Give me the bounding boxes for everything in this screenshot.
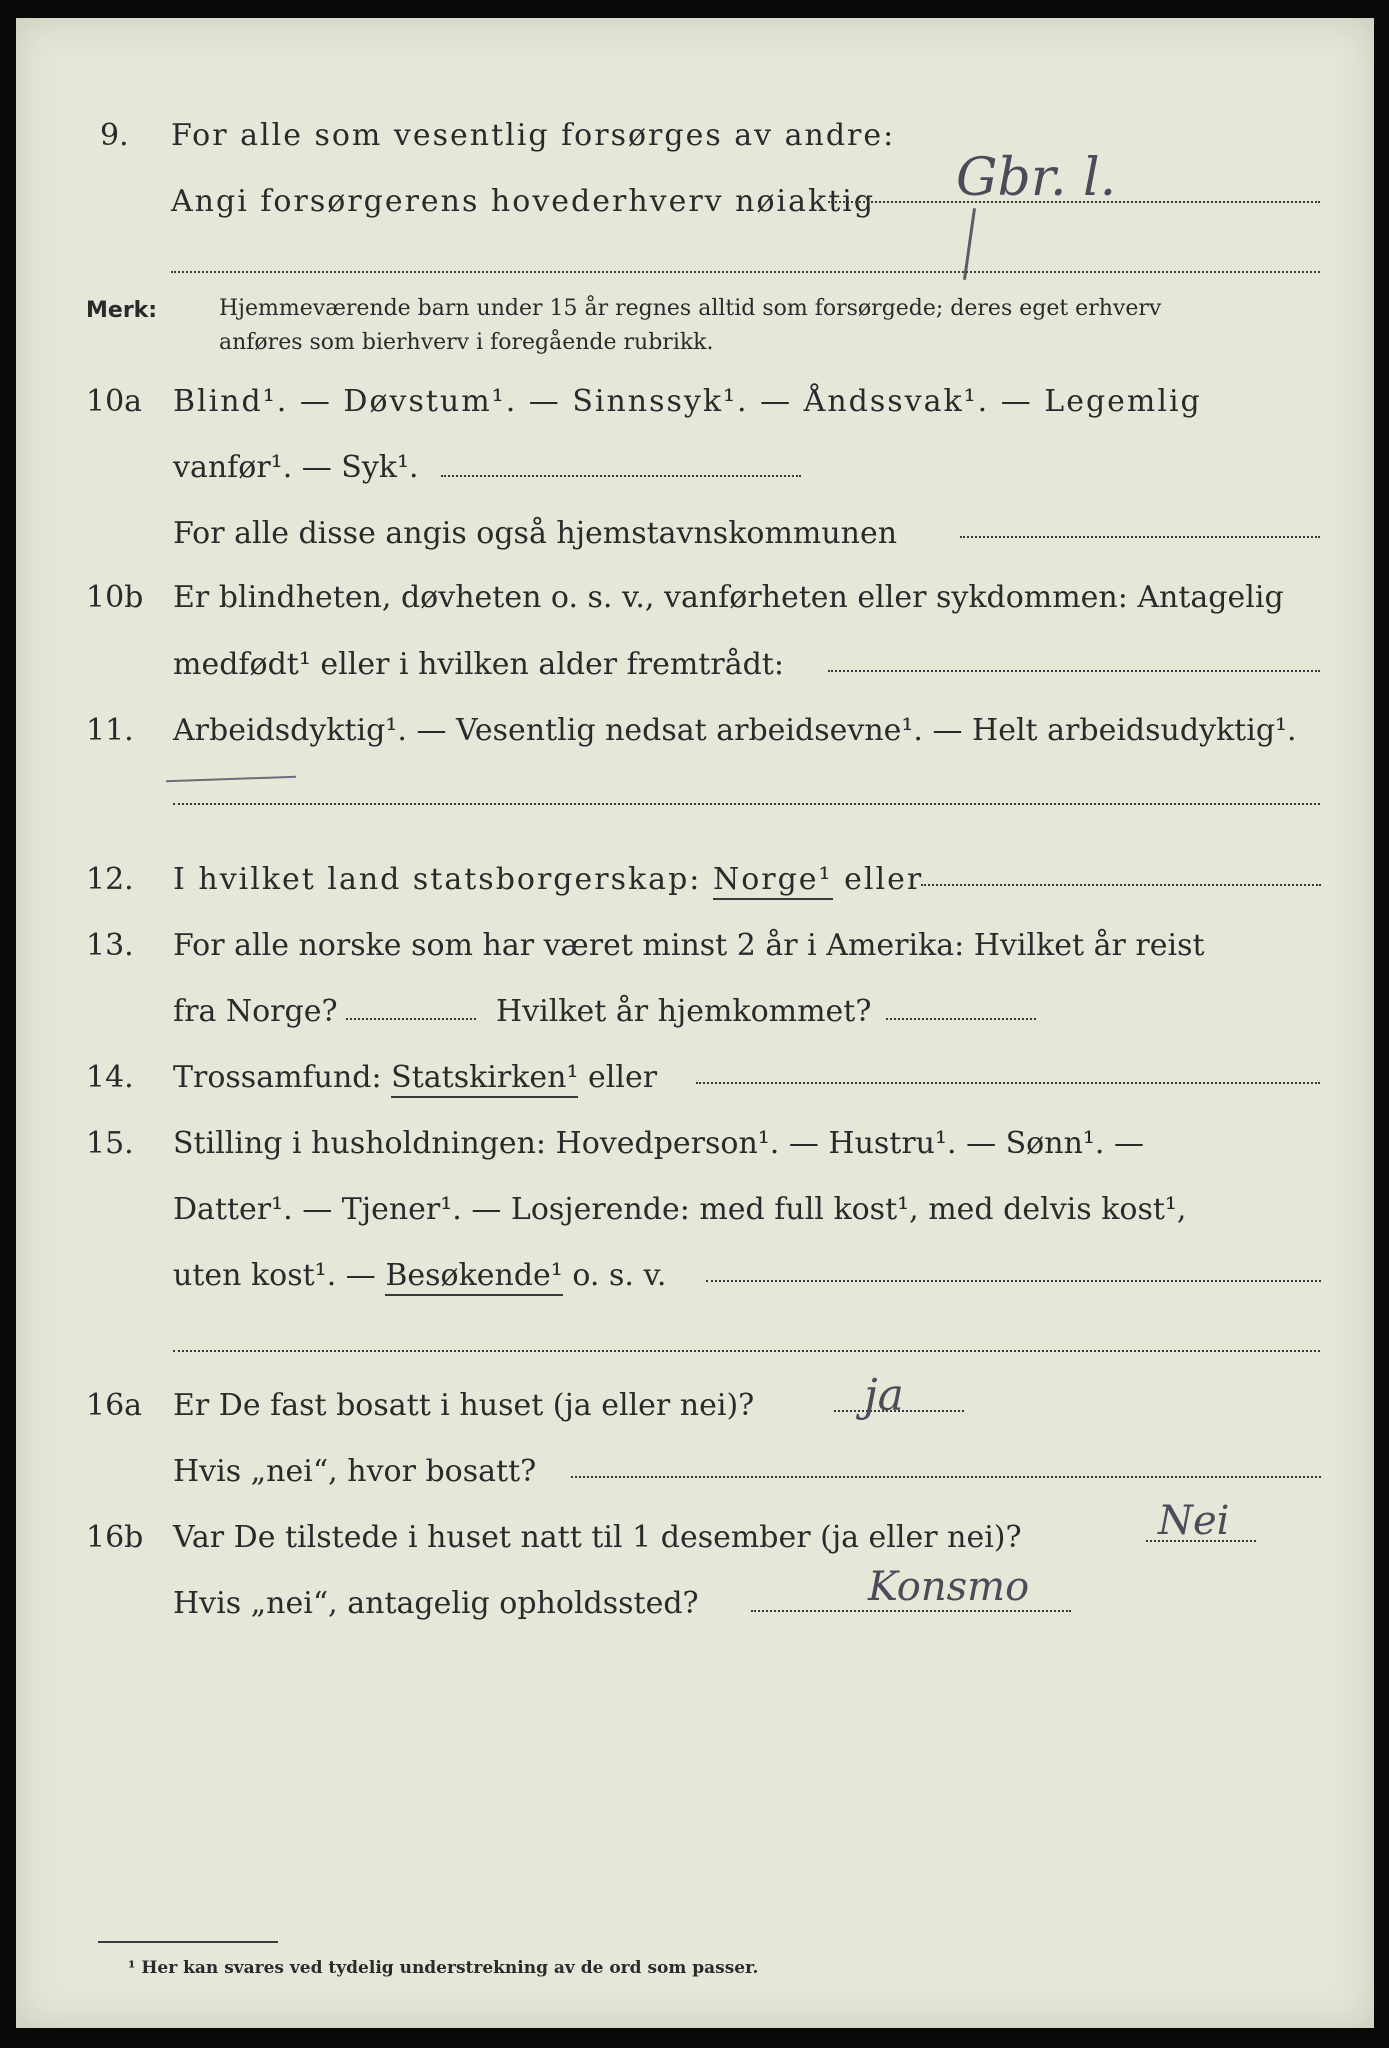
q11-underline-mark bbox=[166, 776, 296, 783]
q12-text: I hvilket land statsborgerskap: bbox=[173, 862, 702, 897]
q15-line1: Stilling i husholdningen: Hovedperson¹. — Hustru¹. — Sønn¹. — bbox=[173, 1126, 1144, 1161]
q12-line bbox=[173, 860, 923, 900]
q13-year-left-line bbox=[346, 1018, 476, 1020]
q16b-line1: Var De tilstede i huset natt til 1 desember (ja eller nei)? bbox=[173, 1520, 1022, 1555]
q13-line2a: fra Norge? bbox=[173, 994, 338, 1029]
q10b-line2: medfødt¹ eller i hvilken alder fremtrådt: bbox=[173, 647, 784, 682]
q16b-number: 16b bbox=[86, 1520, 144, 1555]
q12-after: eller bbox=[844, 862, 924, 897]
q14-choice-statskirken: Statskirken¹ bbox=[391, 1060, 578, 1098]
q15-line3 bbox=[173, 1256, 666, 1296]
merk-label: Merk: bbox=[86, 298, 158, 323]
q16a-answer-line-2 bbox=[571, 1476, 1321, 1478]
q10a-answer-line-2 bbox=[960, 536, 1320, 538]
q10a-line3: For alle disse angis også hjemstavnskommunen bbox=[173, 516, 898, 551]
q16a-line2: Hvis „nei“, hvor bosatt? bbox=[173, 1454, 537, 1489]
q15-choice-besokende: Besøkende¹ bbox=[385, 1258, 563, 1296]
merk-line2: anføres som bierhverv i foregående rubrikk. bbox=[219, 330, 714, 355]
q9-answer-line-2 bbox=[171, 271, 1320, 273]
q15-answer-line-2 bbox=[173, 1350, 1320, 1352]
q12-number: 12. bbox=[86, 862, 134, 897]
q9-line2: Angi forsørgerens hovederhverv nøiaktig bbox=[171, 184, 876, 219]
q11-number: 11. bbox=[86, 713, 134, 748]
q9-number: 9. bbox=[100, 118, 129, 153]
q14-after: eller bbox=[588, 1060, 658, 1095]
q12-answer-line bbox=[921, 884, 1321, 886]
q15-number: 15. bbox=[86, 1126, 134, 1161]
q10b-answer-line bbox=[828, 670, 1320, 672]
q16b-answer-line-2 bbox=[751, 1610, 1071, 1612]
q11-answer-line bbox=[173, 803, 1320, 805]
q15-line2: Datter¹. — Tjener¹. — Losjerende: med full kost¹, med delvis kost¹, bbox=[173, 1192, 1187, 1227]
q10a-line2: vanfør¹. — Syk¹. bbox=[173, 450, 419, 485]
q11-line1: Arbeidsdyktig¹. — Vesentlig nedsat arbeidsevne¹. — Helt arbeidsudyktig¹. bbox=[173, 713, 1297, 748]
q16a-line1: Er De fast bosatt i huset (ja eller nei)? bbox=[173, 1388, 755, 1423]
q14-number: 14. bbox=[86, 1060, 134, 1095]
q16b-handwritten-answer-2: Konsmo bbox=[868, 1564, 1030, 1610]
q13-year-returned-line bbox=[886, 1018, 1036, 1020]
q15-line3b: o. s. v. bbox=[572, 1258, 667, 1293]
q13-number: 13. bbox=[86, 928, 134, 963]
q16a-number: 16a bbox=[86, 1388, 143, 1423]
q9-handwritten-answer: Gbr. l. bbox=[956, 148, 1117, 208]
q12-choice-norge: Norge¹ bbox=[713, 862, 833, 900]
q10b-number: 10b bbox=[86, 580, 144, 615]
q14-line bbox=[173, 1058, 657, 1098]
pen-stroke bbox=[963, 208, 976, 280]
census-form-page bbox=[16, 18, 1374, 2028]
q10b-line1: Er blindheten, døvheten o. s. v., vanførheten eller sykdommen: Antagelig bbox=[173, 580, 1284, 615]
q13-line1: For alle norske som har været minst 2 år i Amerika: Hvilket år reist bbox=[173, 928, 1205, 963]
footnote bbox=[128, 1956, 758, 1980]
q16b-line2: Hvis „nei“, antagelig opholdssted? bbox=[173, 1586, 699, 1621]
q16a-handwritten-answer: ja bbox=[864, 1370, 904, 1421]
footnote-mark: ¹ bbox=[128, 1958, 136, 1978]
footnote-text: Her kan svares ved tydelig understrekning av de ord som passer. bbox=[141, 1958, 759, 1978]
q10a-number: 10a bbox=[86, 384, 143, 419]
q14-text: Trossamfund: bbox=[173, 1060, 382, 1095]
q16b-handwritten-answer: Nei bbox=[1158, 1498, 1230, 1544]
q13-line2b: Hvilket år hjemkommet? bbox=[496, 994, 872, 1029]
q9-line1: For alle som vesentlig forsørges av andre: bbox=[171, 118, 896, 153]
q15-line3a: uten kost¹. — bbox=[173, 1258, 376, 1293]
merk-line1: Hjemmeværende barn under 15 år regnes alltid som forsørgede; deres eget erhverv bbox=[219, 296, 1162, 321]
q15-answer-line bbox=[706, 1280, 1321, 1282]
q14-answer-line bbox=[696, 1082, 1320, 1084]
footnote-rule bbox=[98, 1941, 278, 1943]
q10a-answer-line bbox=[441, 475, 801, 477]
q10a-line1: Blind¹. — Døvstum¹. — Sinnssyk¹. — Åndssvak¹. — Legemlig bbox=[173, 384, 1202, 419]
